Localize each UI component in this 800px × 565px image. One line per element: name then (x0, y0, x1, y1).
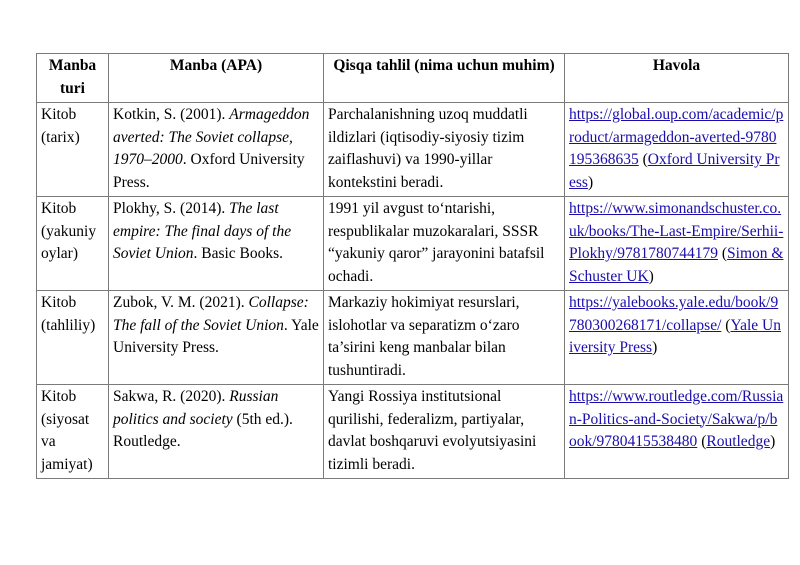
link-cell: https://global.oup.com/academic/product/armageddon-averted-9780195368635 (Oxford University Press) (565, 103, 789, 197)
apa-publisher: . Basic Books. (193, 245, 284, 262)
source-type: Kitob (41, 106, 77, 123)
source-type-cell (37, 197, 109, 291)
table-header-row (37, 54, 789, 103)
link-cell: https://yalebooks.yale.edu/book/9780300268171/collapse/ (Yale University Press) (565, 291, 789, 385)
link-cell: https://www.routledge.com/Russian-Politics-and-Society/Sakwa/p/book/9780415538480 (Routledge) (565, 385, 789, 479)
apa-title: Russian politics and society (113, 388, 279, 428)
publisher-link[interactable]: Routledge (706, 433, 771, 450)
apa-title: Collapse: The fall of the Soviet Union (113, 294, 309, 334)
document-page (36, 53, 788, 479)
source-type: Kitob (41, 200, 77, 217)
source-url-link[interactable]: https://www.simonandschuster.co.uk/books/The-Last-Empire/Serhii-Plokhy/9781780744179 (569, 200, 784, 262)
table-row (37, 103, 789, 197)
analysis-cell: 1991 yil avgust to‘ntarishi, respublikalar muzokaralari, SSSR “yakuniy qaror” jarayonini batafsil ochadi. (324, 197, 565, 291)
apa-citation-cell (109, 385, 324, 479)
source-type-cell (37, 103, 109, 197)
source-type-note: (tarix) (41, 128, 80, 146)
header-link: Havola (565, 54, 789, 103)
header-short-analysis: Qisqa tahlil (nima uchun muhim) (324, 54, 565, 103)
table-row (37, 197, 789, 291)
apa-citation-cell (109, 197, 324, 291)
source-type-cell (37, 385, 109, 479)
apa-author: Sakwa, R. (2020). (113, 388, 230, 405)
apa-citation-cell (109, 291, 324, 385)
source-type: Kitob (41, 294, 77, 311)
publisher-link[interactable]: Simon & Schuster UK (569, 245, 784, 285)
apa-publisher: . Yale University Press. (113, 316, 319, 356)
source-type-note-cont: va jamiyat) (41, 433, 93, 473)
apa-author: Plokhy, S. (2014). (113, 200, 230, 217)
source-type-note: (siyosat (41, 410, 90, 428)
header-source-type: Manba turi (37, 54, 109, 103)
source-url-link[interactable]: https://global.oup.com/academic/product/armageddon-averted-9780195368635 (569, 106, 784, 168)
apa-publisher: (5th ed.). Routledge. (113, 410, 293, 450)
table-row (37, 291, 789, 385)
source-type-cell (37, 291, 109, 385)
source-url-link[interactable]: https://www.routledge.com/Russian-Politics-and-Society/Sakwa/p/book/9780415538480 (569, 388, 784, 450)
link-cell: https://www.simonandschuster.co.uk/books/The-Last-Empire/Serhii-Plokhy/9781780744179 (Simon & Schuster UK) (565, 197, 789, 291)
source-type-note: (tahliliy) (41, 316, 96, 334)
analysis-cell: Parchalanishning uzoq muddatli ildizlari (iqtisodiy-siyosiy tizim zaiflashuvi) va 1990-yillar kontekstini beradi. (324, 103, 565, 197)
analysis-cell: Yangi Rossiya institutsional qurilishi, federalizm, partiyalar, davlat boshqaruvi evolyutsiyasini tizimli beradi. (324, 385, 565, 479)
apa-title: The last empire: The final days of the Soviet Union (113, 200, 292, 262)
header-source-apa: Manba (APA) (109, 54, 324, 103)
sources-table (36, 53, 789, 479)
source-url-link[interactable]: https://yalebooks.yale.edu/book/9780300268171/collapse/ (569, 294, 779, 334)
apa-author: Kotkin, S. (2001). (113, 106, 230, 123)
apa-title: Armageddon averted: The Soviet collapse, 1970–2000 (113, 106, 310, 168)
apa-author: Zubok, V. M. (2021). (113, 294, 249, 311)
source-type-note: (yakuniy (41, 222, 97, 240)
apa-citation-cell (109, 103, 324, 197)
publisher-link[interactable]: Oxford University Press (569, 151, 780, 191)
publisher-link[interactable]: Yale University Press (569, 316, 781, 356)
analysis-cell: Markaziy hokimiyat resurslari, islohotlar va separatizm o‘zaro ta’sirini keng manbalar bilan tushuntiradi. (324, 291, 565, 385)
source-type: Kitob (41, 388, 77, 405)
apa-publisher: . Oxford University Press. (113, 151, 305, 191)
source-type-note-cont: oylar) (41, 245, 79, 262)
table-row (37, 385, 789, 479)
